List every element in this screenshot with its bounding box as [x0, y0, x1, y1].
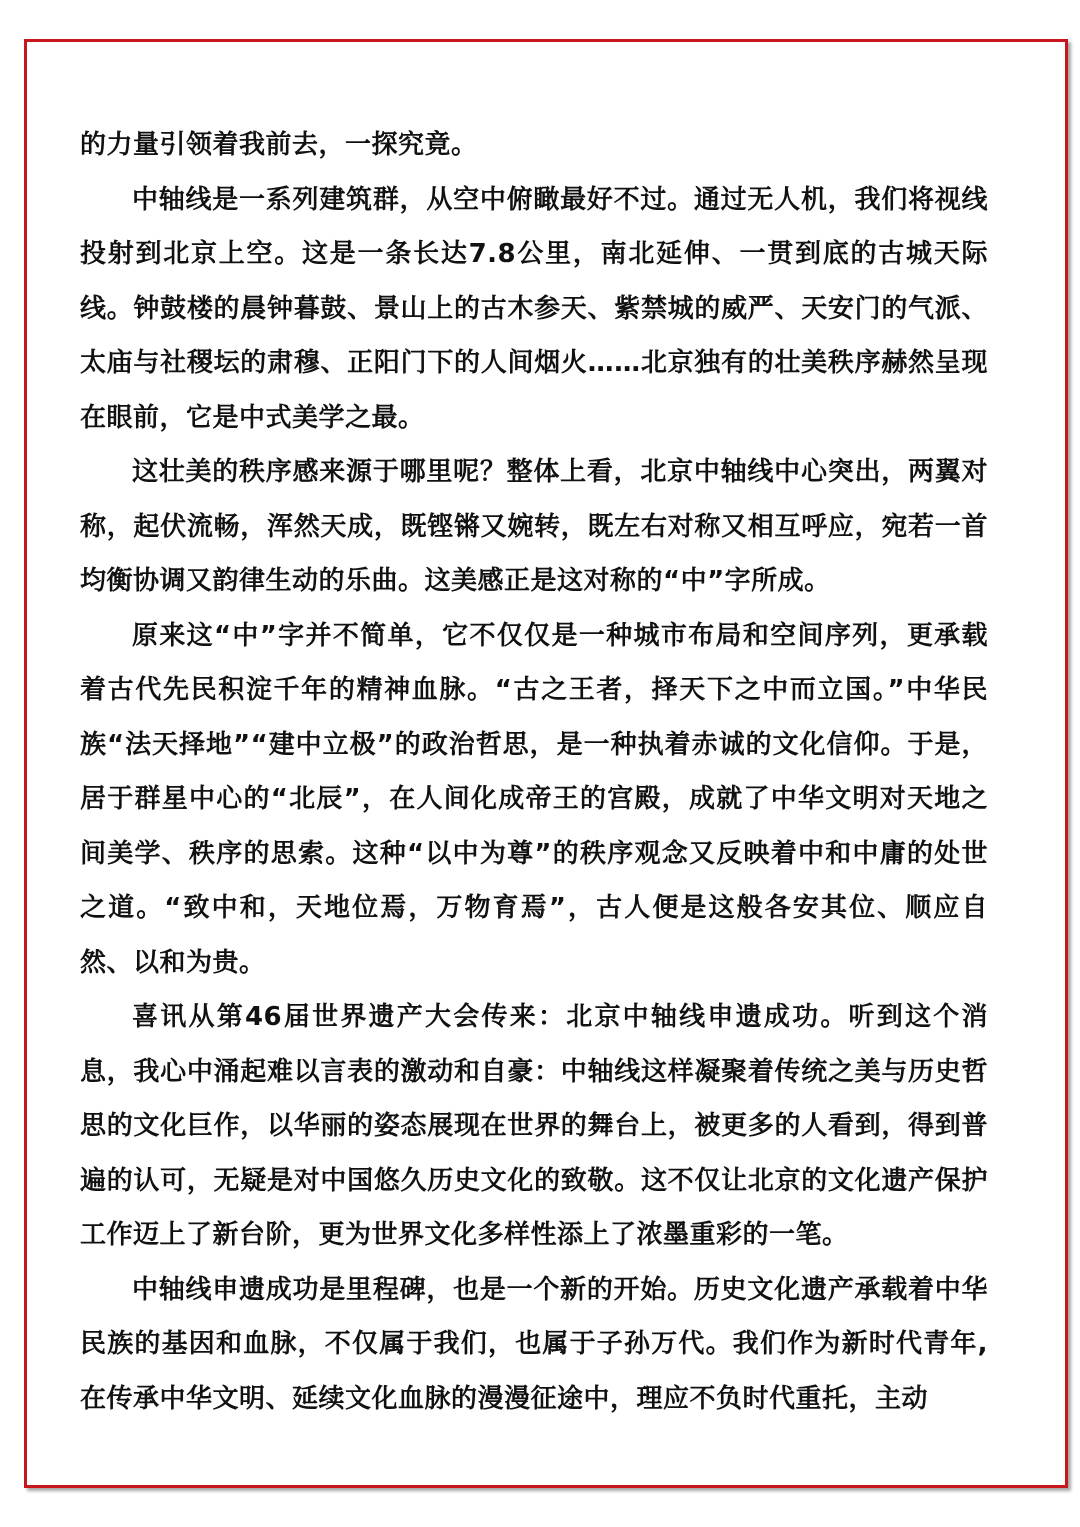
paragraph-aerial-view: 中轴线是一系列建筑群，从空中俯瞰最好不过。通过无人机，我们将视线投射到北京上空。这是一条长达7.8公里，南北延伸、一贯到底的古城天际线。钟鼓楼的晨钟暮鼓、景山上的古木参天、紫禁城的威严、天安门的气派、太庙与社稷坛的肃穆、正阳门下的人间烟火……北京独有的壮美秩序赫然呈现在眼前，它是中式美学之最。 [80, 184, 988, 433]
article-body [80, 118, 988, 1426]
paragraph-continuation: 的力量引领着我前去，一探究竟。 [80, 130, 478, 160]
paragraph-symmetry: 这壮美的秩序感来源于哪里呢？整体上看，北京中轴线中心突出，两翼对称，起伏流畅，浑然天成，既铿锵又婉转，既左右对称又相互呼应，宛若一首均衡协调又韵律生动的乐曲。这美感正是这对称的“中”字所成。 [80, 457, 988, 596]
paragraph-heritage-news: 喜讯从第46届世界遗产大会传来：北京中轴线申遗成功。听到这个消息，我心中涌起难以言表的激动和自豪：中轴线这样凝聚着传统之美与历史哲思的文化巨作，以华丽的姿态展现在世界的舞台上，被更多的人看到，得到普遍的认可，无疑是对中国悠久历史文化的致敬。这不仅让北京的文化遗产保护工作迈上了新台阶，更为世界文化多样性添上了浓墨重彩的一笔。 [80, 1002, 988, 1250]
paragraph-new-beginning: 中轴线申遗成功是里程碑，也是一个新的开始。历史文化遗产承载着中华民族的基因和血脉，不仅属于我们，也属于子孙万代。我们作为新时代青年,在传承中华文明、延续文化血脉的漫漫征途中，理应不负时代重托，主动 [80, 1274, 988, 1414]
paragraph-zhong-meaning: 原来这“中”字并不简单，它不仅仅是一种城市布局和空间序列，更承载着古代先民积淀千年的精神血脉。“古之王者，择天下之中而立国。”中华民族“法天择地”“建中立极”的政治哲思，是一种执着赤诚的文化信仰。于是，居于群星中心的“北辰”，在人间化成帝王的宫殿，成就了中华文明对天地之间美学、秩序的思索。这种“以中为尊”的秩序观念又反映着中和中庸的处世之道。“致中和，天地位焉，万物育焉”，古人便是这般各安其位、顺应自然、以和为贵。 [80, 620, 988, 978]
